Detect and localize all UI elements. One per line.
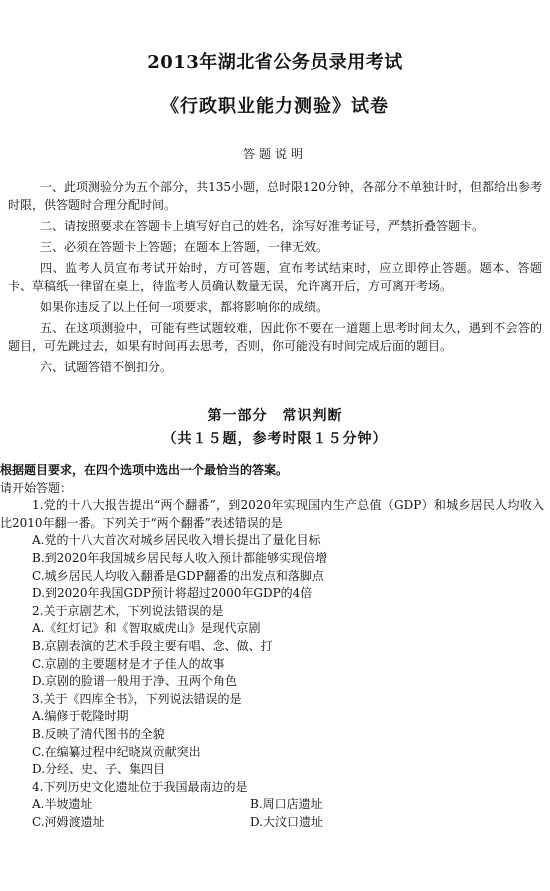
question-2-option-c: C.京剧的主要题材是才子佳人的故事 xyxy=(32,656,225,671)
question-2-option-b: B.京剧表演的艺术手段主要有唱、念、做、打 xyxy=(32,638,273,653)
question-4-option-d: D.大汶口遗址 xyxy=(250,814,324,829)
question-4-stem: 4.下列历史文化遗址位于我国最南边的是 xyxy=(32,779,248,794)
rule-2: 二、请按照要求在答题卡上填写好自己的姓名，涂写好准考证号，严禁折叠答题卡。 xyxy=(40,219,485,233)
rule-4: 四、监考人员宣布考试开始时，方可答题，宣布考试结束时，应立即停止答题。题本、答题卡、草稿纸一律留在桌上，待监考人员确认数量无误，允许离开后，方可离开考场。 xyxy=(8,261,542,293)
section-subtitle: （共１５题，参考时限１５分钟） xyxy=(162,431,388,447)
question-1-option-d: D.到2020年我国GDP预计将超过2000年GDP的4倍 xyxy=(32,586,313,601)
question-1-option-a: A.党的十八大首次对城乡居民收入增长提出了量化目标 xyxy=(32,533,321,548)
question-1-option-b: B.到2020年我国城乡居民每人收入预计都能够实现倍增 xyxy=(32,550,328,565)
start-prompt: 请开始答题： xyxy=(0,480,73,495)
question-3-option-b: B.反映了清代图书的全貌 xyxy=(32,726,165,741)
rule-4-note: 如果你违反了以上任何一项要求，都将影响你的成绩。 xyxy=(40,300,329,314)
rule-5: 五、在这项测验中，可能有些试题较难，因此你不要在一道题上思考时间太久，遇到不会答的题目，可先跳过去，如果有时间再去思考，否则，你可能没有时间完成后面的题目。 xyxy=(8,321,542,353)
rule-6: 六、试题答错不倒扣分。 xyxy=(40,360,173,374)
section-title: 第一部分 常识判断 xyxy=(207,408,343,424)
instructions-heading: 答题说明 xyxy=(242,147,307,161)
question-3-option-d: D.分经、史、子、集四目 xyxy=(32,762,166,777)
question-2-option-a: A.《红灯记》和《智取威虎山》是现代京剧 xyxy=(32,621,261,636)
question-4-option-b: B.周口店遗址 xyxy=(250,797,323,812)
question-3-option-a: A.编修于乾隆时期 xyxy=(32,709,129,724)
question-3-stem: 3.关于《四库全书》，下列说法错误的是 xyxy=(32,691,242,706)
exam-subtitle: 《行政职业能力测验》试卷 xyxy=(161,96,389,117)
question-1-stem: 1.党的十八大报告提出“两个翻番”，到2020年实现国内生产总值（GDP）和城乡居民人均收入比2010年翻一番。下列关于“两个翻番”表述错误的是 xyxy=(0,498,544,530)
question-4-option-a: A.半坡遗址 xyxy=(32,797,93,812)
question-2-stem: 2.关于京剧艺术，下列说法错误的是 xyxy=(32,603,224,618)
question-1-option-c: C.城乡居民人均收入翻番是GDP翻番的出发点和落脚点 xyxy=(32,568,324,583)
question-list xyxy=(0,462,544,831)
directions: 根据题目要求，在四个选项中选出一个最恰当的答案。 xyxy=(0,463,289,477)
question-2-option-d: D.京剧的脸谱一般用于净、丑两个角色 xyxy=(32,674,238,689)
question-4-options-row-1 xyxy=(32,796,544,814)
exam-title: 2013年湖北省公务员录用考试 xyxy=(147,52,403,73)
instructions-body xyxy=(8,178,542,379)
question-4-option-c: C.河姆渡遗址 xyxy=(32,814,105,829)
rule-1: 一、此项测验分为五个部分，共135小题，总时限120分钟，各部分不单独计时，但都给出参考时限，供答题时合理分配时间。 xyxy=(8,180,542,212)
question-3-option-c: C.在编纂过程中纪晓岚贡献突出 xyxy=(32,744,201,759)
rule-3: 三、必须在答题卡上答题；在题本上答题，一律无效。 xyxy=(40,240,329,254)
question-4-options-row-2 xyxy=(32,814,544,832)
